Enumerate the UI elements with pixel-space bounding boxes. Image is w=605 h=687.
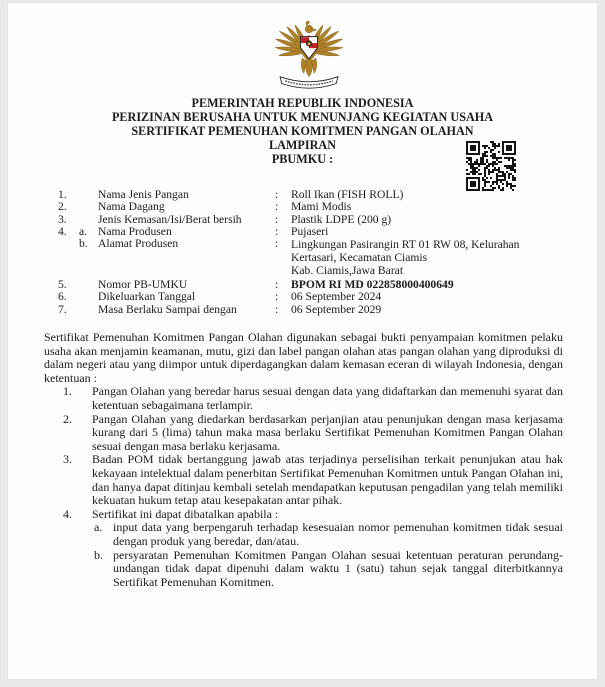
row-value-address [291,238,597,277]
address-line-2: Kertasari, Kecamatan Ciamis [291,251,428,265]
term-number: 4. [63,506,72,521]
intro-paragraph: Sertifikat Pemenuhan Komitmen Pangan Olahan digunakan sebagai bukti penyampaian komitmen pelaku usaha akan menjamin keamanan, mutu, gizi dan label pangan olahan atas pangan olahan yang diproduksi di dalam negeri atau yang diimpor untuk diperdagangkan dalam kemasan eceran di wilayah Indonesia, dengan ketentuan : [44,330,563,385]
row-label: Dikeluarkan Tanggal [98,290,196,304]
qr-code-svg [466,141,516,191]
subterm-text: persyaratan Pemenuhan Komitmen Pangan Olahan sesuai ketentuan peraturan perundang-undangan tidak dapat dipenuhi dalam waktu 1 (satu) tahun sejak tanggal diterbitkannya Sertifikat Pemenuhan Komitmen. [113,547,563,589]
row-subletter: a. [79,224,88,238]
term-text: Pangan Olahan yang beredar harus sesuai dengan data yang didaftarkan dan memenuhi syarat dan ketentuan sebagaimana terlampir. [92,384,563,412]
row-colon: : [275,188,279,201]
row-number: 6. [58,290,67,304]
detail-row-dikeluarkan-tanggal [8,291,597,303]
row-label: Alamat Produsen [98,237,179,251]
row-value: 06 September 2024 [291,290,382,304]
detail-row-nama-produsen [8,226,597,238]
term-text: Badan POM tidak bertanggung jawab atas terjadinya perselisihan terkait penunjukan atau hak kekayaan intelektual dalam penerbitan Sertifikat Pemenuhan Komitmen untuk Pangan Olahan ini, dan hanya dapat ditinjau kembali setelah mendapatkan keputusan pengadilan yang telah memiliki kekuatan hukum tetap atau kesepakatan antar pihak. [92,452,563,508]
term-number: 2. [63,411,72,426]
garuda-emblem-svg [266,12,352,92]
row-value: 06 September 2029 [291,302,382,316]
subterm-a [92,521,563,548]
header-line-license: PERIZINAN BERUSAHA UNTUK MENUNJANG KEGIATAN USAHA [111,110,494,124]
detail-row-alamat-produsen [8,238,597,277]
row-label: Nama Produsen [98,224,172,238]
row-colon: : [275,290,279,304]
row-label: Nomor PB-UMKU [98,278,188,292]
row-colon: : [275,224,279,238]
row-value: Pujaseri [291,224,329,238]
term-number: 3. [63,452,72,467]
row-value: Plastik LDPE (200 g) [291,212,392,226]
row-label: Jenis Kemasan/Isi/Berat bersih [98,212,242,226]
detail-row-masa-berlaku [8,304,597,316]
header-line-certificate: SERTIFIKAT PEMENUHAN KOMITMEN PANGAN OLAHAN [131,124,474,138]
row-value: Roll Ikan (FISH ROLL) [291,188,404,201]
subterm-b [92,549,563,590]
row-colon: : [275,200,279,214]
garuda-pancasila-emblem [266,12,352,92]
term-number: 1. [63,384,72,399]
row-label: Nama Jenis Pangan [98,188,189,201]
certificate-body [44,331,563,589]
row-number: 1. [58,188,67,201]
address-line-3: Kab. Ciamis,Jawa Barat [291,264,404,278]
header-line-pbumku: PBUMKU : [271,152,334,166]
term-text: Pangan Olahan yang diedarkan berdasarkan perjanjian atau penunjukan dengan masa kerjasama kurang dari 5 (lima) tahun maka masa berlaku Sertifikat Pemenuhan Komitmen Pangan Olahan sesuai dengan masa berlaku kerjasama. [92,411,563,453]
row-colon: : [275,302,279,316]
term-text [92,508,563,590]
term-item-4 [44,508,563,590]
subterm-letter: a. [94,520,103,535]
term-item-3 [44,453,563,507]
row-subletter: b. [79,237,88,251]
header-line-attachment: LAMPIRAN [268,138,337,152]
row-colon: : [275,237,279,251]
header-line-government: PEMERINTAH REPUBLIK INDONESIA [191,96,414,110]
row-value-bpom-number: BPOM RI MD 022858000400649 [291,278,454,292]
product-details-list [8,189,597,316]
qr-code [466,141,516,191]
certificate-page [7,2,598,680]
subterm-text: input data yang berpengaruh terhadap kesesuaian nomor pemenuhan komitmen tidak sesuai dengan produk yang beredar, dan/atau. [113,520,563,548]
detail-row-nama-dagang [8,201,597,213]
row-number: 2. [58,200,67,214]
term-item-2 [44,413,563,454]
row-colon: : [275,278,279,292]
term-item-1 [44,385,563,412]
row-value: Mami Modis [291,200,352,214]
row-label: Masa Berlaku Sampai dengan [98,302,237,316]
row-number: 3. [58,212,67,226]
row-label: Nama Dagang [98,200,165,214]
subterm-letter: b. [94,547,103,562]
address-line-1: Lingkungan Pasirangin RT 01 RW 08, Kelurahan [291,238,520,252]
row-number: 4. [58,224,67,238]
row-colon: : [275,212,279,226]
row-number: 7. [58,302,67,316]
term-4-intro: Sertifikat ini dapat dibatalkan apabila : [92,506,279,521]
row-number: 5. [58,278,67,292]
